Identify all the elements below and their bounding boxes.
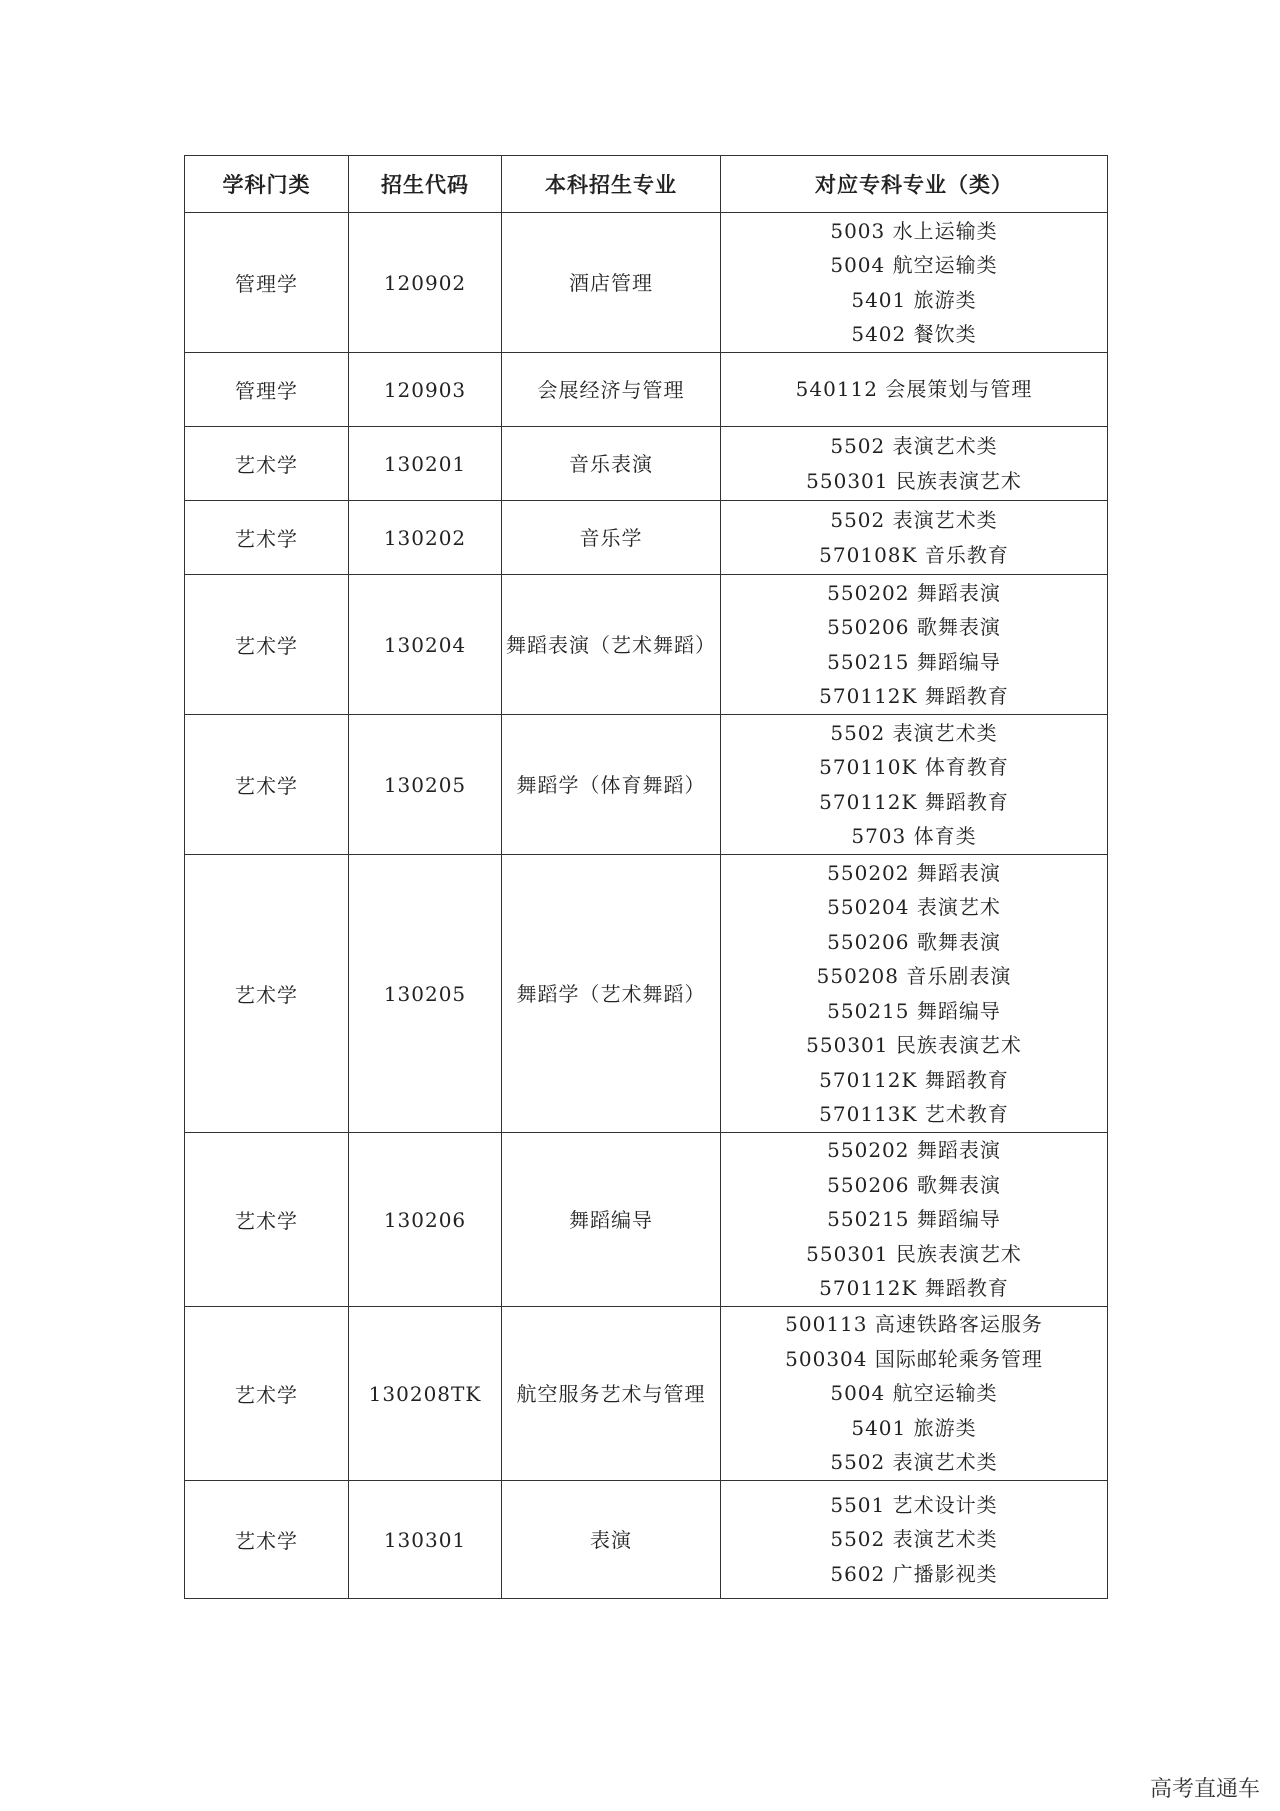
table-row xyxy=(185,855,1108,1133)
associate-major-item: 570112K 舞蹈教育 xyxy=(819,684,1009,708)
associate-major-item: 550206 歌舞表演 xyxy=(827,615,1001,639)
cell-associate xyxy=(721,1133,1108,1307)
cell-category: 艺术学 xyxy=(185,1133,349,1307)
associate-major-item: 550301 民族表演艺术 xyxy=(806,1241,1022,1266)
table-row xyxy=(185,213,1108,353)
associate-major-item: 550301 民族表演艺术 xyxy=(806,468,1022,493)
cell-category: 艺术学 xyxy=(185,501,349,575)
cell-associate xyxy=(721,1481,1108,1599)
table-row xyxy=(185,1481,1108,1599)
cell-category: 艺术学 xyxy=(185,1307,349,1481)
table-body xyxy=(185,213,1108,1599)
cell-associate xyxy=(721,213,1108,353)
associate-major-item: 5502 表演艺术类 xyxy=(830,720,998,745)
cell-code: 120902 xyxy=(349,213,502,353)
cell-major: 表演 xyxy=(502,1481,721,1599)
associate-major-item: 550206 歌舞表演 xyxy=(827,929,1001,954)
cell-major: 酒店管理 xyxy=(502,213,721,353)
associate-major-item: 5501 艺术设计类 xyxy=(830,1492,998,1517)
cell-code: 130201 xyxy=(349,427,502,501)
cell-code: 130206 xyxy=(349,1133,502,1307)
cell-major: 会展经济与管理 xyxy=(502,353,721,427)
cell-code: 130205 xyxy=(349,855,502,1133)
cell-major: 舞蹈编导 xyxy=(502,1133,721,1307)
cell-code: 120903 xyxy=(349,353,502,427)
cell-category: 艺术学 xyxy=(185,575,349,715)
cell-category: 艺术学 xyxy=(185,715,349,855)
cell-major: 舞蹈学（体育舞蹈） xyxy=(502,715,721,855)
cell-category: 艺术学 xyxy=(185,427,349,501)
cell-associate xyxy=(721,1307,1108,1481)
cell-code: 130204 xyxy=(349,575,502,715)
cell-major: 音乐学 xyxy=(502,501,721,575)
associate-major-item: 570108K 音乐教育 xyxy=(819,542,1009,567)
associate-major-item: 5502 表演艺术类 xyxy=(830,434,998,458)
associate-major-item: 570110K 体育教育 xyxy=(819,755,1009,779)
associate-major-item: 5502 表演艺术类 xyxy=(830,1527,998,1552)
associate-major-item: 5703 体育类 xyxy=(851,824,977,848)
associate-major-item: 550206 歌舞表演 xyxy=(827,1172,1001,1197)
watermark: 高考直通车 xyxy=(1149,1777,1260,1802)
table-row xyxy=(185,353,1108,427)
associate-major-item: 550215 舞蹈编导 xyxy=(827,1207,1001,1232)
associate-major-item: 550208 音乐剧表演 xyxy=(816,964,1012,988)
cell-associate xyxy=(721,715,1108,855)
table-header-row xyxy=(185,156,1108,213)
cell-major: 舞蹈学（艺术舞蹈） xyxy=(502,855,721,1133)
associate-major-item: 540112 会展策划与管理 xyxy=(795,377,1033,402)
cell-category: 艺术学 xyxy=(185,1481,349,1599)
associate-major-item: 5004 航空运输类 xyxy=(830,253,998,277)
cell-major: 舞蹈表演（艺术舞蹈） xyxy=(502,575,721,715)
associate-major-item: 550202 舞蹈表演 xyxy=(827,580,1001,605)
associate-major-item: 550215 舞蹈编导 xyxy=(827,649,1001,674)
cell-associate xyxy=(721,855,1108,1133)
associate-major-item: 5401 旅游类 xyxy=(851,287,977,312)
associate-major-item: 570112K 舞蹈教育 xyxy=(819,789,1009,814)
associate-major-item: 550215 舞蹈编导 xyxy=(827,998,1001,1023)
table-row xyxy=(185,575,1108,715)
cell-major: 音乐表演 xyxy=(502,427,721,501)
associate-major-item: 5502 表演艺术类 xyxy=(830,1450,998,1475)
major-correspondence-table xyxy=(184,155,1108,1599)
table-row xyxy=(185,1307,1108,1481)
associate-major-item: 5401 旅游类 xyxy=(851,1415,977,1440)
cell-code: 130301 xyxy=(349,1481,502,1599)
cell-category: 艺术学 xyxy=(185,855,349,1133)
table-row xyxy=(185,501,1108,575)
associate-major-item: 5004 航空运输类 xyxy=(830,1381,998,1406)
cell-code: 130202 xyxy=(349,501,502,575)
associate-major-item: 5003 水上运输类 xyxy=(830,218,998,243)
associate-major-item: 550202 舞蹈表演 xyxy=(827,860,1001,885)
cell-associate xyxy=(721,501,1108,575)
associate-major-item: 570113K 艺术教育 xyxy=(819,1102,1009,1126)
cell-category: 管理学 xyxy=(185,213,349,353)
associate-major-item: 5602 广播影视类 xyxy=(830,1561,998,1586)
table-row xyxy=(185,1133,1108,1307)
table-row xyxy=(185,715,1108,855)
header-associate: 对应专科专业（类） xyxy=(721,156,1108,213)
associate-major-item: 500113 高速铁路客运服务 xyxy=(785,1312,1043,1337)
associate-major-item: 550202 舞蹈表演 xyxy=(827,1138,1001,1163)
associate-major-item: 550204 表演艺术 xyxy=(827,895,1001,919)
cell-code: 130208TK xyxy=(349,1307,502,1481)
header-category: 学科门类 xyxy=(185,156,349,213)
associate-major-item: 5502 表演艺术类 xyxy=(830,508,998,532)
associate-major-item: 500304 国际邮轮乘务管理 xyxy=(785,1346,1043,1371)
associate-major-item: 570112K 舞蹈教育 xyxy=(819,1276,1009,1301)
cell-associate xyxy=(721,575,1108,715)
associate-major-item: 550301 民族表演艺术 xyxy=(806,1033,1022,1057)
cell-associate xyxy=(721,353,1108,427)
cell-code: 130205 xyxy=(349,715,502,855)
header-major: 本科招生专业 xyxy=(502,156,721,213)
header-code: 招生代码 xyxy=(349,156,502,213)
cell-major: 航空服务艺术与管理 xyxy=(502,1307,721,1481)
associate-major-item: 570112K 舞蹈教育 xyxy=(819,1067,1009,1092)
associate-major-item: 5402 餐饮类 xyxy=(851,322,977,346)
table-row xyxy=(185,427,1108,501)
cell-associate xyxy=(721,427,1108,501)
cell-category: 管理学 xyxy=(185,353,349,427)
